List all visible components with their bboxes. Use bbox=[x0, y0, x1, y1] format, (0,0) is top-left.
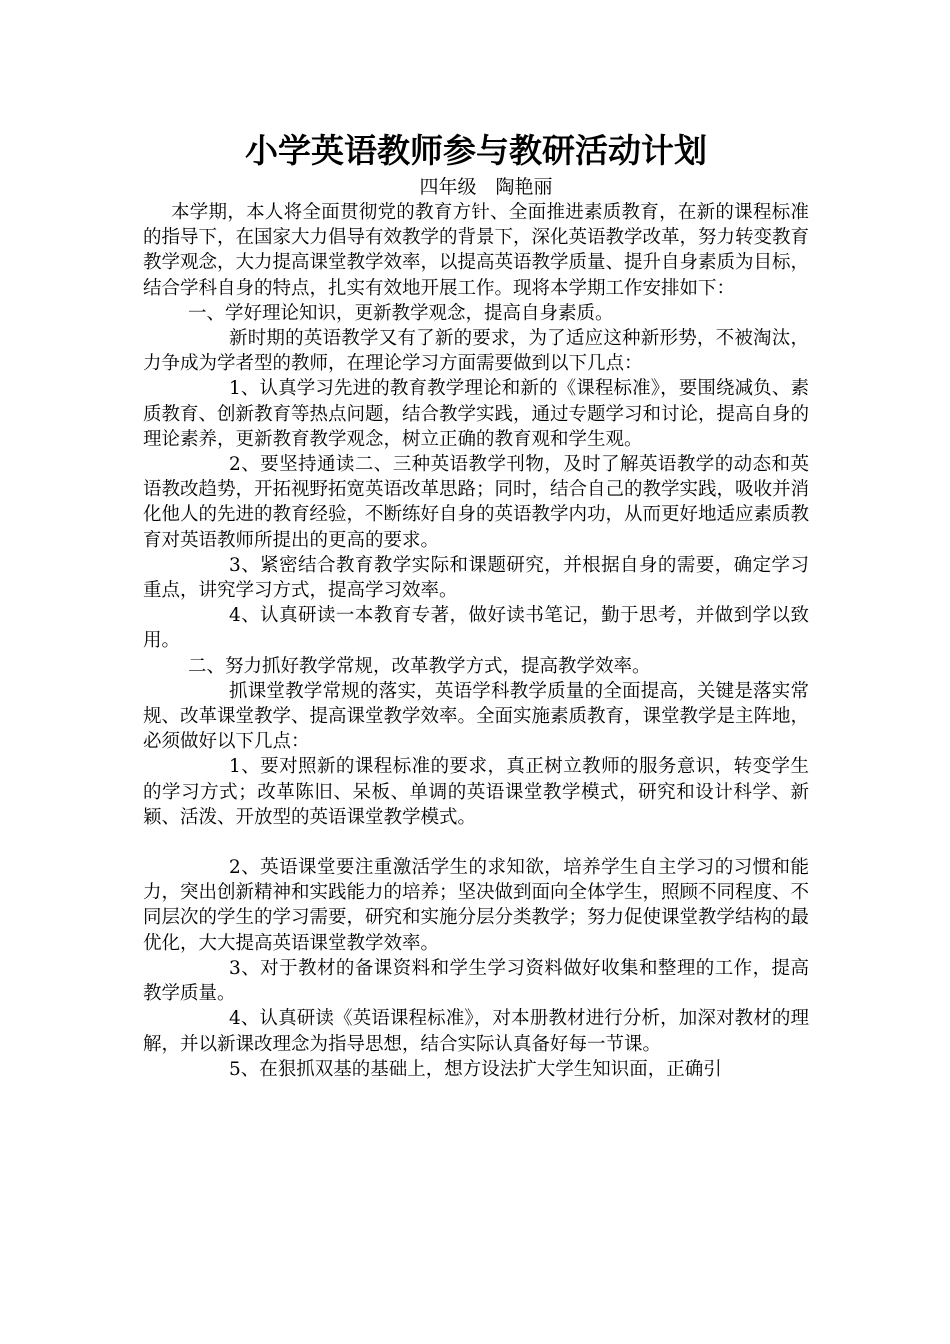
body-paragraph: 3、紧密结合教育教学实际和课题研究，并根据自身的需要，确定学习重点，讲究学习方式，提高学习效率。 bbox=[143, 554, 809, 602]
body-paragraph: 抓课堂教学常规的落实，英语学科教学质量的全面提高，关键是落实常规、改革课堂教学、提高课堂教学效率。全面实施素质教育，课堂教学是主阵地，必须做好以下几点： bbox=[143, 680, 810, 753]
body-paragraph: 2、要坚持通读二、三种英语教学刊物，及时了解英语教学的动态和英语教改趋势，开拓视野拓宽英语改革思路；同时，结合自己的教学实践，吸收并消化他人的先进的教育经验，不断练好自身的英语教学内功，从而更好地适应素质教育对英语教师所提出的更高的要求。 bbox=[143, 454, 810, 551]
body-paragraph: 2、英语课堂要注重激活学生的求知欲，培养学生自主学习的习惯和能力，突出创新精神和实践能力的培养；坚决做到面向全体学生，照顾不同程度、不同层次的学生的学习需要，研究和实施分层分类教学；努力促使课堂教学结构的最优化，大大提高英语课堂教学效率。 bbox=[143, 857, 810, 954]
body-paragraph: 二、努力抓好教学常规，改革教学方式，提高教学效率。 bbox=[188, 655, 651, 677]
body-paragraph: 4、认真研读《英语课程标准》，对本册教材进行分析，加深对教材的理解，并以新课改理念为指导思想，结合实际认真备好每一节课。 bbox=[143, 1008, 809, 1055]
document-subtitle: 四年级 陶艳丽 bbox=[419, 176, 553, 198]
body-paragraph: 3、对于教材的备课资料和学生学习资料做好收集和整理的工作，提高教学质量。 bbox=[143, 957, 809, 1005]
document-title: 小学英语教师参与教研活动计划 bbox=[245, 131, 707, 170]
body-paragraph: 一、学好理论知识，更新教学观念，提高自身素质。 bbox=[188, 302, 614, 324]
body-paragraph: 1、认真学习先进的教育教学理论和新的《课程标准》，要围绕减负、素质教育、创新教育等热点问题，结合教学实践，通过专题学习和讨论，提高自身的理论素养，更新教育教学观念，树立正确的教育观和学生观。 bbox=[143, 378, 810, 450]
paragraph-gap bbox=[143, 830, 809, 855]
body-paragraph: 本学期，本人将全面贯彻党的教育方针、全面推进素质教育，在新的课程标准的指导下，在国家大力倡导有效教学的背景下，深化英语教学改革，努力转变教育教学观念，大力提高课堂教学效率，以提高英语教学质量、提升自身素质为目标，结合学科自身的特点，扎实有效地开展工作。现将本学期工作安排如下： bbox=[143, 202, 810, 299]
document-body bbox=[143, 200, 809, 1082]
body-paragraph: 新时期的英语教学又有了新的要求，为了适应这种新形势，不被淘汰，力争成为学者型的教师，在理论学习方面需要做到以下几点： bbox=[143, 328, 809, 375]
body-paragraph: 1、要对照新的课程标准的要求，真正树立教师的服务意识，转变学生的学习方式；改革陈旧、呆板、单调的英语课堂教学模式，研究和设计科学、新颖、活泼、开放型的英语课堂教学模式。 bbox=[143, 756, 809, 828]
document-page bbox=[143, 128, 809, 1082]
body-paragraph: 4、认真研读一本教育专著，做好读书笔记，勤于思考，并做到学以致用。 bbox=[143, 605, 809, 652]
body-paragraph: 5、在狠抓双基的基础上，想方设法扩大学生知识面，正确引 bbox=[229, 1058, 722, 1080]
